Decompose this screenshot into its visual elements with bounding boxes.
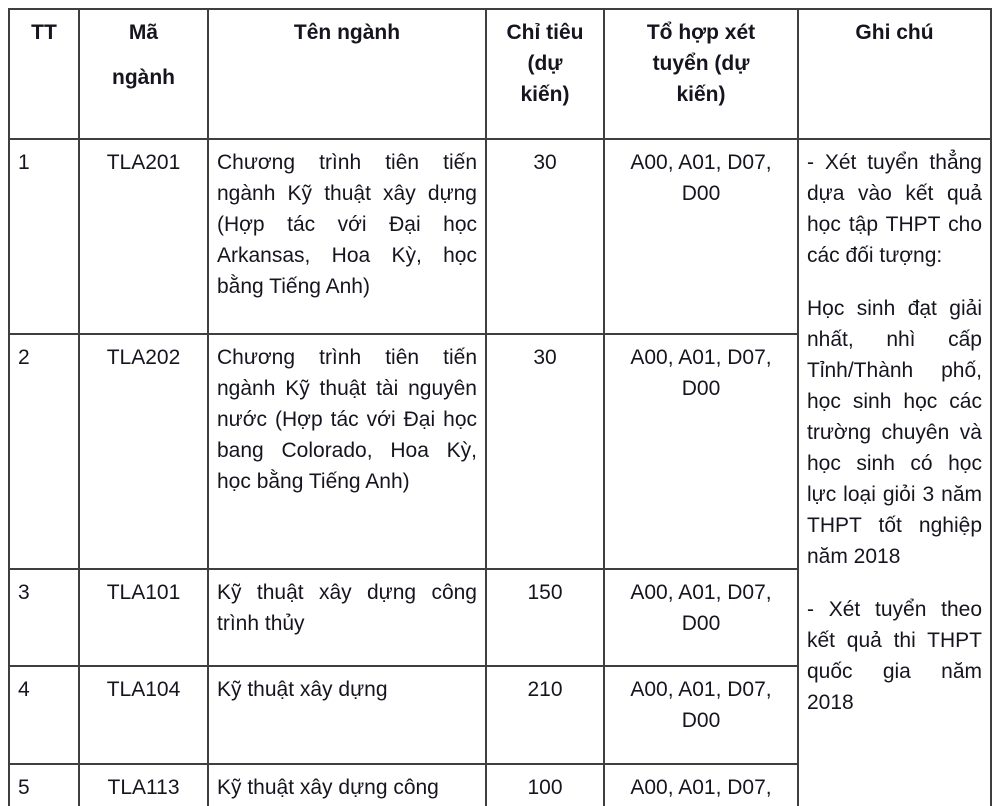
row-1-tt: 1 xyxy=(9,139,79,334)
row-3-ten-nganh: Kỹ thuật xây dựng công trình thủy xyxy=(208,569,486,666)
header-label: ngành xyxy=(112,66,175,89)
ghi-chu-cell xyxy=(798,139,991,806)
row-3-chi-tieu: 150 xyxy=(486,569,604,666)
ghi-chu-paragraph: Học sinh đạt giải nhất, nhì cấp Tỉnh/Thành phố, học sinh học các trường chuyên và học sinh có học lực loại giỏi 3 năm THPT tốt nghiệp năm 2018 xyxy=(807,297,982,568)
row-5-ten-nganh: Kỹ thuật xây dựng công xyxy=(208,764,486,806)
row-4-chi-tieu: 210 xyxy=(486,666,604,764)
row-5-to-hop xyxy=(604,764,798,806)
row-5-tt: 5 xyxy=(9,764,79,806)
header-label: Chỉ tiêu xyxy=(506,21,584,44)
row-1-ma-nganh: TLA201 xyxy=(79,139,208,334)
row-3-to-hop xyxy=(604,569,798,666)
to-hop-line: A00, A01, D07, xyxy=(630,346,772,369)
header-chi-tieu xyxy=(486,9,604,139)
row-2-ten-nganh: Chương trình tiên tiến ngành Kỹ thuật tài nguyên nước (Hợp tác với Đại học bang Colorado, Hoa Kỳ, học bằng Tiếng Anh) xyxy=(208,334,486,569)
row-4-ten-nganh: Kỹ thuật xây dựng xyxy=(208,666,486,764)
ghi-chu-paragraph: - Xét tuyển thẳng dựa vào kết quả học tập THPT cho các đối tượng: xyxy=(807,151,982,267)
header-label: Tên ngành xyxy=(293,21,401,44)
header-label: kiến) xyxy=(676,83,726,106)
header-ten-nganh xyxy=(208,9,486,139)
header-label: kiến) xyxy=(520,83,570,106)
row-1-chi-tieu: 30 xyxy=(486,139,604,334)
ghi-chu-paragraph: - Xét tuyển theo kết quả thi THPT quốc gia năm 2018 xyxy=(807,598,982,714)
header-ma-nganh xyxy=(79,9,208,139)
header-label: Ghi chú xyxy=(855,21,934,44)
admission-quota-table xyxy=(8,8,992,806)
to-hop-line: A00, A01, D07, xyxy=(630,581,772,604)
row-4-ma-nganh: TLA104 xyxy=(79,666,208,764)
to-hop-line: D00 xyxy=(681,709,721,732)
to-hop-line: A00, A01, D07, xyxy=(630,776,772,799)
row-2-tt: 2 xyxy=(9,334,79,569)
row-1-ten-nganh: Chương trình tiên tiến ngành Kỹ thuật xây dựng (Hợp tác với Đại học Arkansas, Hoa Kỳ, học bằng Tiếng Anh) xyxy=(208,139,486,334)
to-hop-line: D00 xyxy=(681,612,721,635)
to-hop-line: A00, A01, D07, xyxy=(630,151,772,174)
header-ghi-chu xyxy=(798,9,991,139)
to-hop-line: A00, A01, D07, xyxy=(630,678,772,701)
header-label: TT xyxy=(31,21,57,44)
row-2-chi-tieu: 30 xyxy=(486,334,604,569)
row-1-to-hop xyxy=(604,139,798,334)
header-label: (dự xyxy=(527,52,563,75)
header-label: Mã xyxy=(128,21,159,44)
row-4-to-hop xyxy=(604,666,798,764)
to-hop-line: D00 xyxy=(681,182,721,205)
header-tt xyxy=(9,9,79,139)
row-3-ma-nganh: TLA101 xyxy=(79,569,208,666)
row-4-tt: 4 xyxy=(9,666,79,764)
header-label: tuyển (dự xyxy=(652,52,750,75)
table-header-row xyxy=(9,9,991,139)
row-2-ma-nganh: TLA202 xyxy=(79,334,208,569)
table-row xyxy=(9,139,991,334)
row-5-ma-nganh: TLA113 xyxy=(79,764,208,806)
header-to-hop xyxy=(604,9,798,139)
row-3-tt: 3 xyxy=(9,569,79,666)
row-2-to-hop xyxy=(604,334,798,569)
row-5-chi-tieu: 100 xyxy=(486,764,604,806)
header-label: Tổ hợp xét xyxy=(646,21,756,44)
to-hop-line: D00 xyxy=(681,377,721,400)
